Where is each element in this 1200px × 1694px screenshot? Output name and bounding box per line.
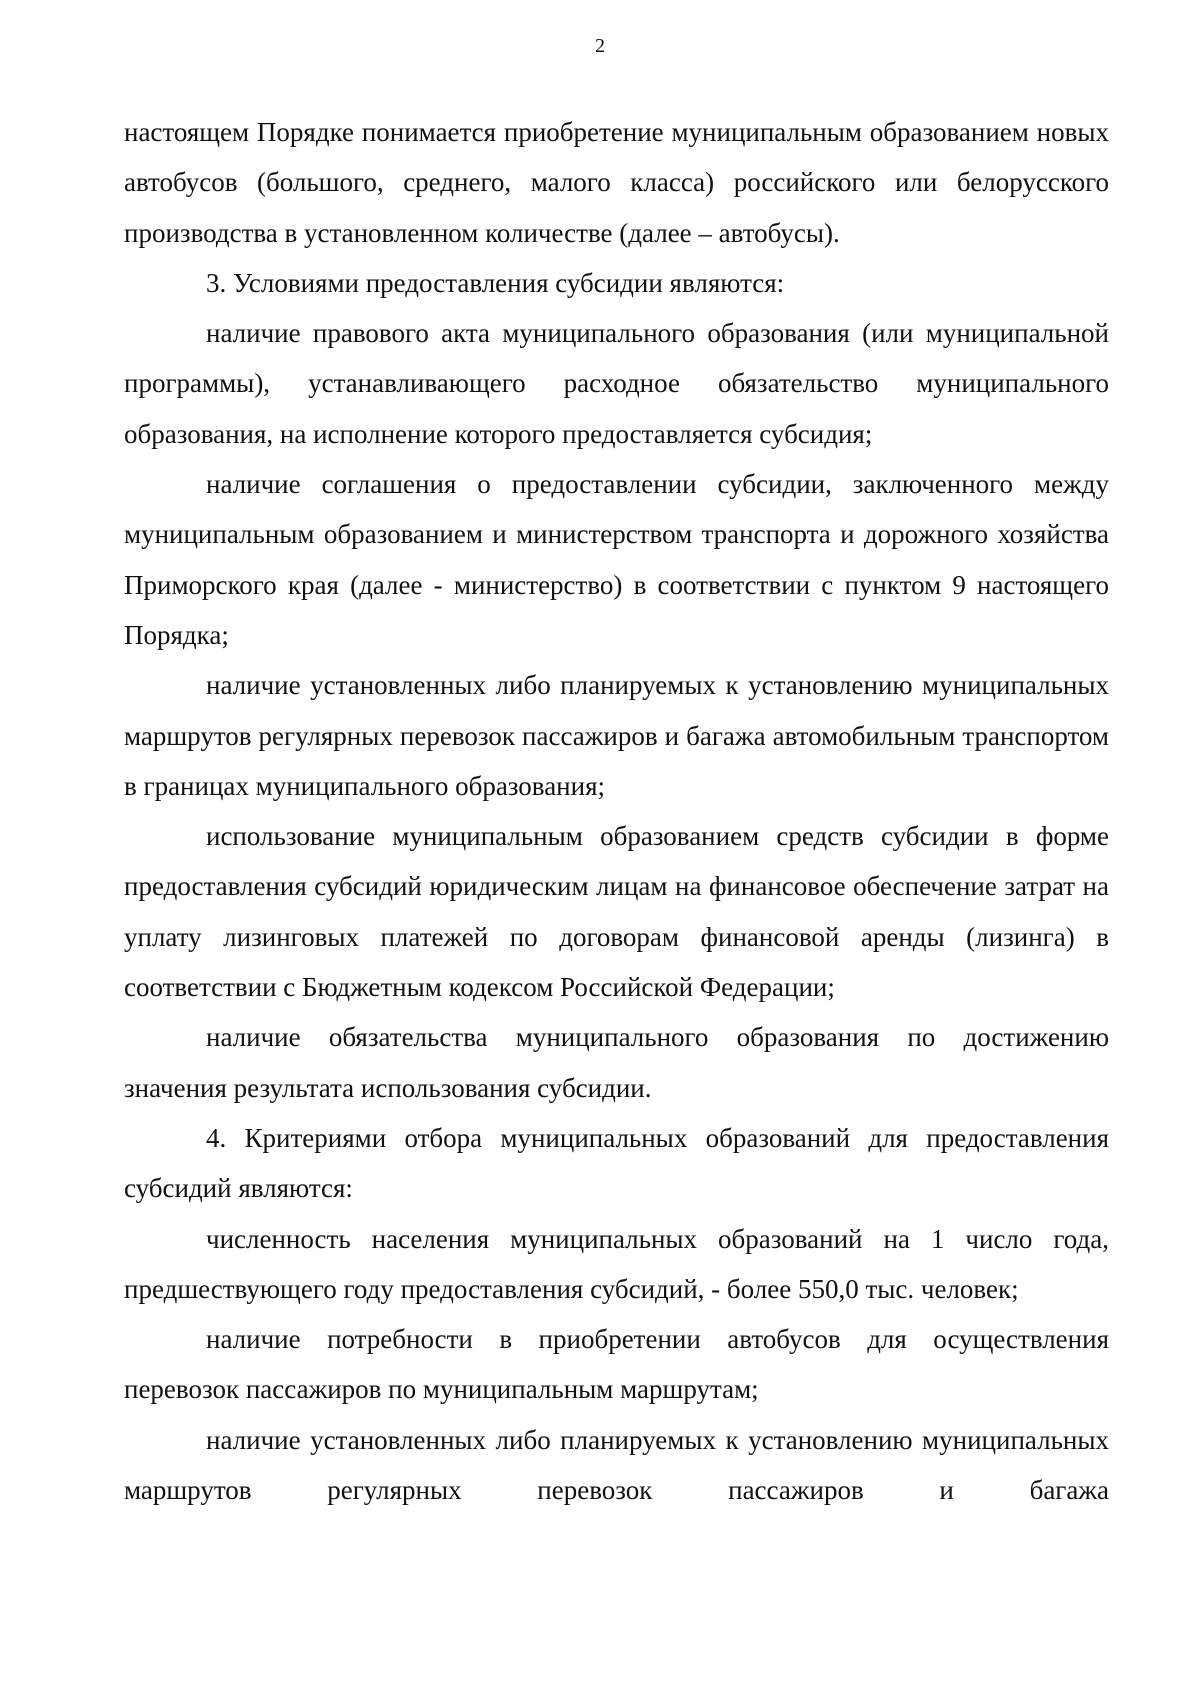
page-number: 2 xyxy=(595,35,605,57)
paragraph: настоящем Порядке понимается приобретение муниципальным образованием новых автобусов (большого, среднего, малого класса) российского или белорусского производства в установленном количестве (далее – автобусы). xyxy=(124,117,1109,248)
paragraph: наличие обязательства муниципального образования по достижению значения результата использования субсидии. xyxy=(124,1022,1109,1103)
paragraph: наличие потребности в приобретении автобусов для осуществления перевозок пассажиров по муниципальным маршрутам; xyxy=(124,1324,1109,1405)
paragraph: наличие установленных либо планируемых к установлению муниципальных маршрутов регулярных перевозок пассажиров и багажа xyxy=(124,1424,1109,1506)
paragraph: наличие соглашения о предоставлении субсидии, заключенного между муниципальным образованием и министерством транспорта и дорожного хозяйства Приморского края (далее - министерство) в соответствии с пунктом 9 настоящего Порядка; xyxy=(124,469,1109,650)
paragraph: наличие установленных либо планируемых к установлению муниципальных маршрутов регулярных перевозок пассажиров и багажа автомобильным транспортом в границах муниципального образования; xyxy=(124,670,1109,801)
paragraph: 3. Условиями предоставления субсидии являются: xyxy=(206,267,785,298)
paragraph: 4. Критериями отбора муниципальных образований для предоставления субсидий являются: xyxy=(124,1122,1109,1204)
paragraph: численность населения муниципальных образований на 1 число года, предшествующего году предоставления субсидий, - более 550,0 тыс. человек; xyxy=(124,1223,1109,1304)
document-body xyxy=(124,107,1109,1515)
paragraph: наличие правового акта муниципального образования (или муниципальной программы), устанавливающего расходное обязательство муниципального образования, на исполнение которого предоставляется субсидия; xyxy=(124,318,1109,449)
paragraph: использование муниципальным образованием средств субсидии в форме предоставления субсидий юридическим лицам на финансовое обеспечение затрат на уплату лизинговых платежей по договорам финансовой аренды (лизинга) в соответствии с Бюджетным кодексом Российской Федерации; xyxy=(124,821,1109,1003)
